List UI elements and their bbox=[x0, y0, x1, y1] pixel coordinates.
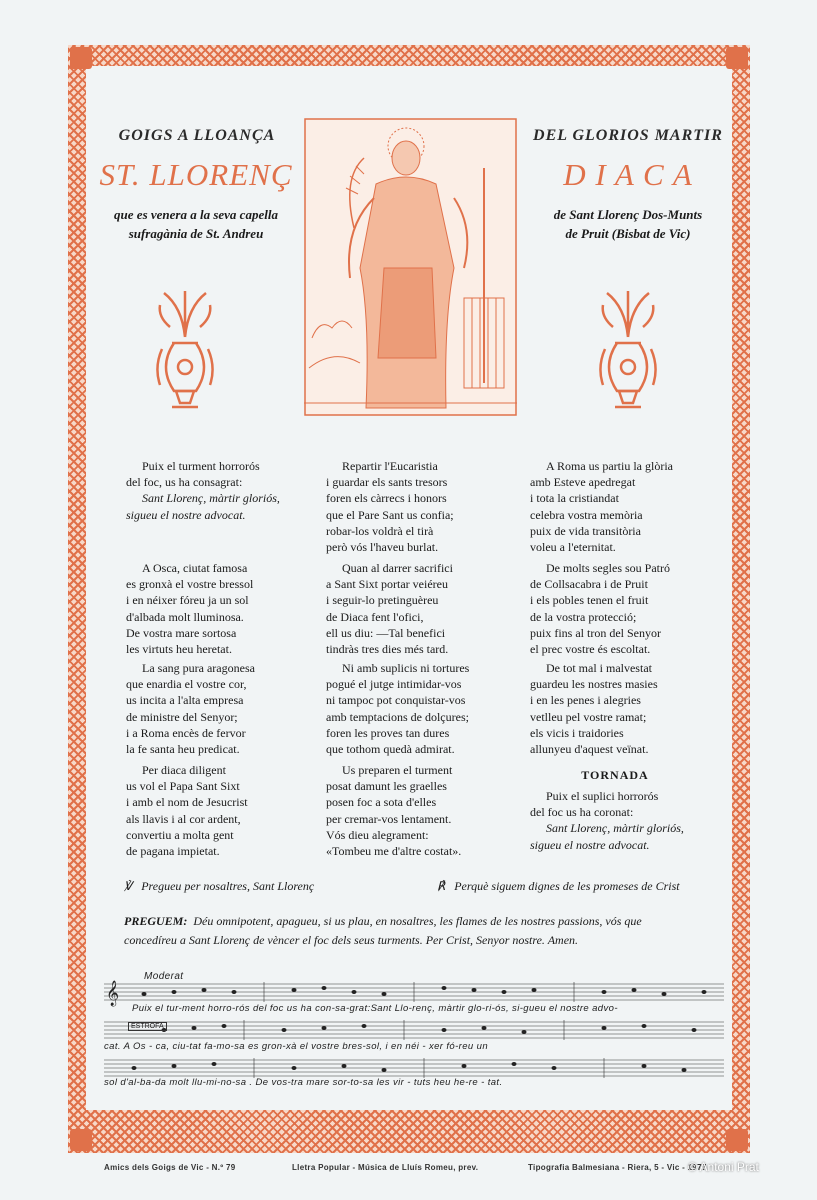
tornada-stanza bbox=[530, 788, 725, 853]
verse-line: Repartir l'Eucaristia bbox=[342, 459, 438, 473]
stanza-11 bbox=[530, 660, 725, 757]
stanza-6 bbox=[326, 560, 521, 657]
verse-line: Vós dieu alegrament: bbox=[326, 827, 429, 842]
stanza-10 bbox=[530, 560, 725, 657]
title-right-big: D I A C A bbox=[563, 157, 693, 192]
verse-line: sigueu el nostre advocat. bbox=[126, 507, 246, 522]
verse-line: d'albada molt lluminosa. bbox=[126, 609, 244, 624]
stanza-2 bbox=[126, 560, 321, 657]
verse-line: Puix el suplici horrorós bbox=[546, 789, 659, 803]
verse-line: i amb el nom de Jesucrist bbox=[126, 795, 248, 810]
verse-line: posen foc a sota d'elles bbox=[326, 795, 437, 810]
subtitle-left-line1: que es venera a la seva capella bbox=[114, 207, 278, 222]
svg-text:𝄞: 𝄞 bbox=[106, 981, 120, 1006]
verse-line: allunyeu d'aquest veïnat. bbox=[530, 742, 649, 757]
verse-line: als llavis i al cor ardent, bbox=[126, 811, 241, 826]
music-staves bbox=[104, 980, 724, 1090]
corner-ornament bbox=[726, 47, 748, 69]
verse-line: del foc us ha coronat: bbox=[530, 805, 634, 820]
prayer-line1: Déu omnipotent, apagueu, si us plau, en nosaltres, les flames de les nostres passions, vós que bbox=[193, 914, 642, 928]
subtitle-right bbox=[526, 205, 730, 243]
tornada-heading: TORNADA bbox=[581, 768, 649, 782]
verse-line: ni tampoc pot conquistar-vos bbox=[326, 693, 466, 708]
verse-line: Sant Llorenç, màrtir gloriós, bbox=[142, 491, 280, 506]
saint-lawrence-engraving bbox=[304, 118, 517, 416]
stanza-3 bbox=[126, 660, 321, 757]
verse-line: guardeu les nostres masies bbox=[530, 677, 658, 692]
verse-line: la fe santa heu predicat. bbox=[126, 742, 240, 757]
verse-line: vetlleu pel vostre ramat; bbox=[530, 709, 647, 724]
watermark: © Antoni Prat bbox=[688, 1160, 759, 1174]
verse-line: convertiu a molta gent bbox=[126, 827, 234, 842]
verse-line: de Collsacabra i de Pruit bbox=[530, 577, 648, 592]
verse-line: celebra vostra memòria bbox=[530, 507, 643, 522]
verse-line: Us preparen el turment bbox=[342, 763, 453, 777]
subtitle-left-line2: sufragània de St. Andreu bbox=[128, 226, 264, 241]
vase-ornament-right bbox=[595, 287, 661, 415]
verse-line: Puix el turment horrorós bbox=[142, 459, 260, 473]
verse-line: De molts segles sou Patró bbox=[546, 561, 670, 575]
verse-line: tindràs tres dies més tard. bbox=[326, 642, 449, 657]
verse-line: Per diaca diligent bbox=[142, 763, 226, 777]
verse-line: ell us diu: —Tal benefici bbox=[326, 625, 446, 640]
title-left-top: GOIGS A LLOANÇA bbox=[118, 127, 276, 144]
verse-line: i a Roma encès de fervor bbox=[126, 725, 246, 740]
verse-line: sigueu el nostre advocat. bbox=[530, 837, 650, 852]
verse-line: puix de vida transitòria bbox=[530, 523, 641, 538]
prayer-line2: concedíreu a Sant Llorenç de vèncer el foc dels seus turments. Per Crist, Senyor nostre. Amen. bbox=[124, 933, 579, 947]
verse-line: i tota la cristiandat bbox=[530, 491, 619, 506]
stanza-4 bbox=[126, 762, 321, 859]
verse-line: que enardia el vostre cor, bbox=[126, 677, 247, 692]
verse-line: es gronxà el vostre bressol bbox=[126, 577, 254, 592]
verse-line: robar-los voldrà el tirà bbox=[326, 523, 434, 538]
versicle-symbol: ℣ bbox=[124, 879, 133, 893]
verse-line: «Tombeu me d'altre costat». bbox=[326, 844, 462, 859]
stanza-1 bbox=[126, 458, 321, 523]
verse-line: Ni amb suplicis ni tortures bbox=[342, 661, 470, 675]
verse-line: De tot mal i malvestat bbox=[546, 661, 652, 675]
verse-line: els vicis i traidories bbox=[530, 725, 624, 740]
verse-line: foren els càrrecs i honors bbox=[326, 491, 447, 506]
tempo-marking: Moderat bbox=[144, 971, 184, 982]
corner-ornament bbox=[726, 1129, 748, 1151]
versicle bbox=[124, 879, 314, 894]
verse-line: a Sant Sixt portar veiéreu bbox=[326, 577, 448, 592]
response-symbol: ℟ bbox=[437, 879, 446, 893]
verse-line: La sang pura aragonesa bbox=[142, 661, 255, 675]
lyric-line3: sol d'al-ba-da molt llu-mi-no-sa . De vos-tra mare sor-to-sa les vir - tuts heu he-re - tat. bbox=[104, 1077, 503, 1088]
verse-line: posat damunt les graelles bbox=[326, 779, 447, 794]
verse-line: A Roma us partiu la glòria bbox=[546, 459, 673, 473]
verse-line: i en les penes i alegries bbox=[530, 693, 641, 708]
verse-line: les virtuts heu heretat. bbox=[126, 642, 232, 657]
verse-line: us vol el Papa Sant Sixt bbox=[126, 779, 240, 794]
prayer bbox=[124, 912, 724, 950]
strofa-label: ESTROFA bbox=[128, 1022, 167, 1031]
verse-line: i en néixer fóreu ja un sol bbox=[126, 593, 249, 608]
title-right-top: DEL GLORIOS MARTIR bbox=[533, 127, 723, 144]
verse-line: i guardar els sants tresors bbox=[326, 475, 448, 490]
verse-line: De vostra mare sortosa bbox=[126, 625, 237, 640]
verse-line: el prec vostre és escoltat. bbox=[530, 642, 651, 657]
verse-line: per cremar-vos lentament. bbox=[326, 811, 452, 826]
subtitle-right-line2: de Pruit (Bisbat de Vic) bbox=[565, 226, 691, 241]
verse-line: Quan al darrer sacrifici bbox=[342, 561, 453, 575]
verse-line: de la vostra protecció; bbox=[530, 609, 637, 624]
lyric-line1: Puix el tur-ment horro-rós del foc us ha con-sa-grat:Sant Llo-renç, màrtir glo-ri-ós, si-gueu el nostre advo- bbox=[132, 1003, 618, 1014]
verse-line: amb temptacions de dolçures; bbox=[326, 709, 469, 724]
vase-ornament-left bbox=[152, 287, 218, 415]
verse-line: amb Esteve apedregat bbox=[530, 475, 636, 490]
verse-line: pogué el jutge intimidar-vos bbox=[326, 677, 462, 692]
verse-line: puix fins al tron del Senyor bbox=[530, 625, 661, 640]
footer-series: Amics dels Goigs de Vic - N.º 79 bbox=[104, 1163, 236, 1172]
response-text: Perquè siguem dignes de les promeses de Crist bbox=[454, 879, 680, 893]
verse-line: però vós l'haveu burlat. bbox=[326, 540, 439, 555]
verse-line: que tothom quedà admirat. bbox=[326, 742, 455, 757]
response bbox=[437, 879, 680, 894]
versicle-text: Pregueu per nosaltres, Sant Llorenç bbox=[141, 879, 315, 893]
stanza-5 bbox=[326, 458, 521, 555]
footer-printer: Tipografia Balmesiana - Riera, 5 - Vic - 1977 bbox=[528, 1163, 707, 1172]
corner-ornament bbox=[70, 47, 92, 69]
stanza-7 bbox=[326, 660, 521, 757]
subtitle-right-line1: de Sant Llorenç Dos-Munts bbox=[553, 207, 703, 222]
stanza-9 bbox=[530, 458, 725, 555]
verse-line: de ministre del Senyor; bbox=[126, 709, 238, 724]
verse-line: Sant Llorenç, màrtir gloriós, bbox=[546, 821, 684, 836]
verse-line: i seguir-lo pretinguèreu bbox=[326, 593, 439, 608]
subtitle-left bbox=[98, 205, 294, 243]
verse-line: A Osca, ciutat famosa bbox=[142, 561, 248, 575]
verse-line: voleu a l'eternitat. bbox=[530, 540, 616, 555]
lyric-line2: cat. A Os - ca, ciu-tat fa-mo-sa es gron-xà el vostre bres-sol, i en néi - xer fó-reu un bbox=[104, 1041, 489, 1052]
corner-ornament bbox=[70, 1129, 92, 1151]
verse-line: de pagana impietat. bbox=[126, 844, 220, 859]
verse-line: de Diaca fent l'ofici, bbox=[326, 609, 424, 624]
prayer-label: PREGUEM: bbox=[124, 914, 188, 928]
stanza-8 bbox=[326, 762, 521, 859]
note-heads bbox=[132, 986, 707, 1072]
verse-line: foren les proves tan dures bbox=[326, 725, 450, 740]
verse-line: que el Pare Sant us confia; bbox=[326, 507, 454, 522]
verse-line: del foc, us ha consagrat: bbox=[126, 475, 243, 490]
verse-line: us incita a l'alta empresa bbox=[126, 693, 244, 708]
verse-line: i els pobles tenen el fruit bbox=[530, 593, 649, 608]
music-score bbox=[104, 970, 724, 1090]
title-left-big: ST. LLORENÇ bbox=[99, 157, 293, 192]
footer-credits: Lletra Popular - Música de Lluís Romeu, prev. bbox=[292, 1163, 479, 1172]
